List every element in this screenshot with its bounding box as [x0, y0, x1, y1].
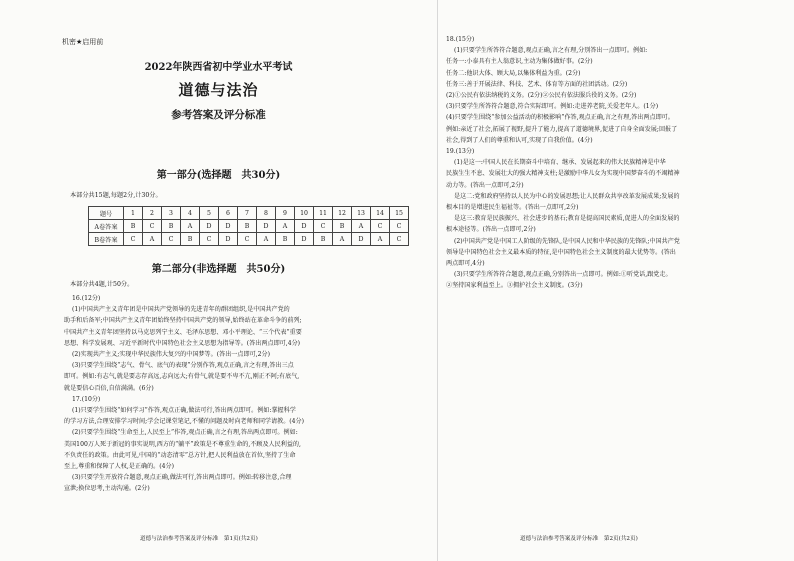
answer-cell: D: [295, 220, 314, 233]
text-line: (2)中国共产党是中国工人阶级的先锋队,是中国人民和中华民族的先锋队;中国共产党: [454, 237, 680, 245]
text-line: (1)只要学生围绕“如何学习”作答,观点正确,做法可行,答出两点即可。例如:掌握科学: [72, 407, 296, 415]
answer-cell: D: [219, 233, 238, 246]
text-line: 动力等。(答出一点即可,2分): [446, 181, 524, 189]
answer-cell: C: [124, 233, 143, 246]
left-answer-text: [64, 293, 304, 495]
text-line: 例如:亲近了社会,拓展了视野,提升了能力,提高了道德境界,促进了自身全面发展;回报了: [446, 125, 678, 133]
answer-cell: B: [276, 233, 295, 246]
part2-note: 本部分共4题,计50分。: [70, 281, 134, 288]
question-number: 10: [295, 207, 314, 220]
answer-cell: D: [257, 220, 276, 233]
answer-cell: C: [238, 233, 257, 246]
answer-cell: B: [314, 233, 333, 246]
confidential-label: 机密★启用前: [62, 38, 104, 46]
question-number: 6: [219, 207, 238, 220]
text-line: 根本途径等。(答出一点即可,2分): [446, 226, 536, 234]
text-line: 17.(10分): [72, 395, 101, 403]
right-answer-text-top: [446, 34, 680, 292]
answer-cell: B: [124, 220, 143, 233]
question-number: 11: [314, 207, 333, 220]
row-label: B卷答案: [89, 233, 124, 246]
page-footer: 道德与法治参考答案及评分标准 第2页(共2页): [520, 536, 638, 542]
text-line: (4)只要学生围绕“参加公益活动的积极影响”作答,观点正确,言之有理,答出两点即可。: [446, 114, 674, 122]
part1-note: 本部分共15题,每题2分,计30分。: [70, 192, 162, 199]
answer-table-header-label: 题号: [89, 207, 124, 220]
subject-title: 道德与法治: [178, 81, 259, 99]
text-line: (3)只要学生所答符合题意,符合实际即可。例如:走进养老院,关爱老年人。(1分): [446, 103, 659, 111]
text-line: (3)只要学生开放符合题意,观点正确,做法可行,答出两点即可。例如:转移注意,合理: [72, 474, 292, 482]
text-line: (3)只要学生围绕“志气、骨气、底气的表现”分别作答,观点正确,言之有理,答出三点: [72, 362, 294, 370]
text-line: ②坚持国家利益至上。③拥护社会主义制度。(3分): [446, 282, 583, 290]
answer-cell: D: [295, 233, 314, 246]
text-line: 思想、科学发展观、习近平新时代中国特色社会主义思想为指导等。(答出两点即可,4分): [64, 339, 301, 347]
text-line: 两点即可,4分): [446, 260, 485, 268]
answer-cell: A: [276, 220, 295, 233]
text-line: 19.(13分): [446, 148, 475, 156]
answer-table: [88, 206, 409, 246]
text-line: (3)只要学生所答符合题意,观点正确,分别答出一点即可。例如:①听党话,跟党走。: [454, 271, 672, 279]
text-line: (1)中国共产主义青年团是中国共产党领导的先进青年的群团组织,是中国共产党的: [72, 306, 290, 314]
text-line: 至上,尊重和保障了人权,是正确的。(4分): [64, 463, 175, 471]
answer-table-header-row: [89, 207, 409, 220]
answer-cell: B: [333, 220, 352, 233]
answer-cell: D: [352, 233, 371, 246]
question-number: 3: [162, 207, 181, 220]
text-line: 中国共产主义青年团坚持以马克思列宁主义、毛泽东思想、邓小平理论、“三个代表”重要: [64, 328, 302, 336]
page-footer: 道德与法治参考答案及评分标准 第1页(共2页): [140, 536, 258, 542]
text-line: (1)是这一:中国人民在长期奋斗中培育、继承、发展起来的伟大民族精神是中华: [454, 159, 666, 167]
answer-cell: A: [257, 233, 276, 246]
question-number: 7: [238, 207, 257, 220]
part2-heading: 第二部分(非选择题 共50分): [151, 264, 286, 275]
text-line: 是这三:教育是民族振兴、社会进步的基石;教育是提高国民素质,促进人的全面发展的: [454, 215, 680, 223]
answer-table-row-b: [89, 233, 409, 246]
question-number: 12: [333, 207, 352, 220]
text-line: (1)只要学生所答符合题意,观点正确,言之有理,分别答出一点即可。例如:: [454, 47, 648, 55]
answer-cell: C: [371, 220, 390, 233]
question-number: 8: [257, 207, 276, 220]
text-line: 任务三:善于开展法律、科技、艺术、体育等方面的社团活动。(2分): [446, 80, 628, 88]
text-line: 即可。例如:有志气,就是要志存高远,志向远大;有骨气,就是要不卑不亢,刚正不阿;有底气,: [64, 373, 300, 381]
answer-cell: A: [333, 233, 352, 246]
question-number: 2: [143, 207, 162, 220]
answer-cell: C: [200, 233, 219, 246]
question-number: 5: [200, 207, 219, 220]
question-number: 13: [352, 207, 371, 220]
answer-cell: A: [371, 233, 390, 246]
text-line: 领导是中国特色社会主义最本质的特征,是中国特色社会主义制度的最大优势等。(答出: [446, 248, 676, 256]
part1-heading: 第一部分(选择题 共30分): [156, 170, 281, 181]
text-line: 是这二:党和政府坚持以人民为中心的发展思想;让人民群众共享改革发展成果;发展的: [454, 192, 680, 200]
text-line: 美国100万人死于新冠的事实说明,西方的“躺平”政策是不尊重生命的,不顾及人民利益的,: [64, 440, 301, 448]
answer-key-subtitle: 参考答案及评分标准: [171, 109, 266, 121]
answer-table-row-a: [89, 220, 409, 233]
answer-cell: B: [162, 220, 181, 233]
answer-cell: D: [219, 220, 238, 233]
question-number: 15: [390, 207, 409, 220]
answer-cell: C: [143, 220, 162, 233]
answer-cell: A: [143, 233, 162, 246]
text-line: 任务一:小泰具有主人翁意识,主动为集体做好事。(2分): [446, 58, 593, 66]
text-line: (2)实现共产主义;实现中华民族伟大复兴的中国梦等。(答出一点即可,2分): [72, 351, 270, 359]
question-number: 1: [124, 207, 143, 220]
question-number: 9: [276, 207, 295, 220]
text-line: 助手和后备军;中国共产主义青年团始终坚持中国共产党的领导,始终站在革命斗争的前列;: [64, 317, 302, 325]
answer-cell: C: [162, 233, 181, 246]
exam-title: 2022年陕西省初中学业水平考试: [144, 62, 293, 73]
text-line: 根本目的是增进民生福祉等。(答出一点即可,2分): [446, 204, 579, 212]
text-line: 不负责任的政策。由此可见,中国的“动态清零”总方针,把人民利益放在首位,坚持了生命: [64, 451, 296, 459]
text-line: 社会,得到了人们的尊重和认可,实现了自我价值。(4分): [446, 136, 593, 144]
text-line: 就是要信心百倍,自信满满。(6分): [64, 384, 154, 392]
answer-cell: B: [238, 220, 257, 233]
answer-cell: C: [390, 233, 409, 246]
answer-cell: B: [181, 233, 200, 246]
question-number: 4: [181, 207, 200, 220]
answer-cell: C: [314, 220, 333, 233]
page-2: [438, 0, 794, 561]
text-line: 任务二:他识大体、顾大局,以集体利益为重。(2分): [446, 69, 581, 77]
text-line: (2)只要学生围绕“生命至上,人民至上”作答,观点正确,言之有理,答出两点即可。例如:: [72, 429, 298, 437]
text-line: 18.(15分): [446, 36, 475, 43]
answer-cell: D: [200, 220, 219, 233]
answer-cell: A: [352, 220, 371, 233]
question-number: 14: [371, 207, 390, 220]
answer-cell: A: [181, 220, 200, 233]
text-line: (2)①公民有依法纳税的义务。(2分)②公民有依法服兵役的义务。(2分): [446, 92, 637, 100]
text-line: 的学习方法,合理安排学习时间;学会记课堂笔记,不懂的问题及时向老师和同学请教。(4分): [64, 418, 305, 426]
text-line: 民族生生不息、发展壮大的强大精神支柱;是激励中华儿女为实现中国梦奋斗的不竭精神: [446, 170, 680, 178]
text-line: 16.(12分): [72, 295, 101, 302]
text-line: 宣泄;换位思考,主动沟通。(2分): [64, 485, 150, 493]
row-label: A卷答案: [89, 220, 124, 233]
answer-cell: C: [390, 220, 409, 233]
